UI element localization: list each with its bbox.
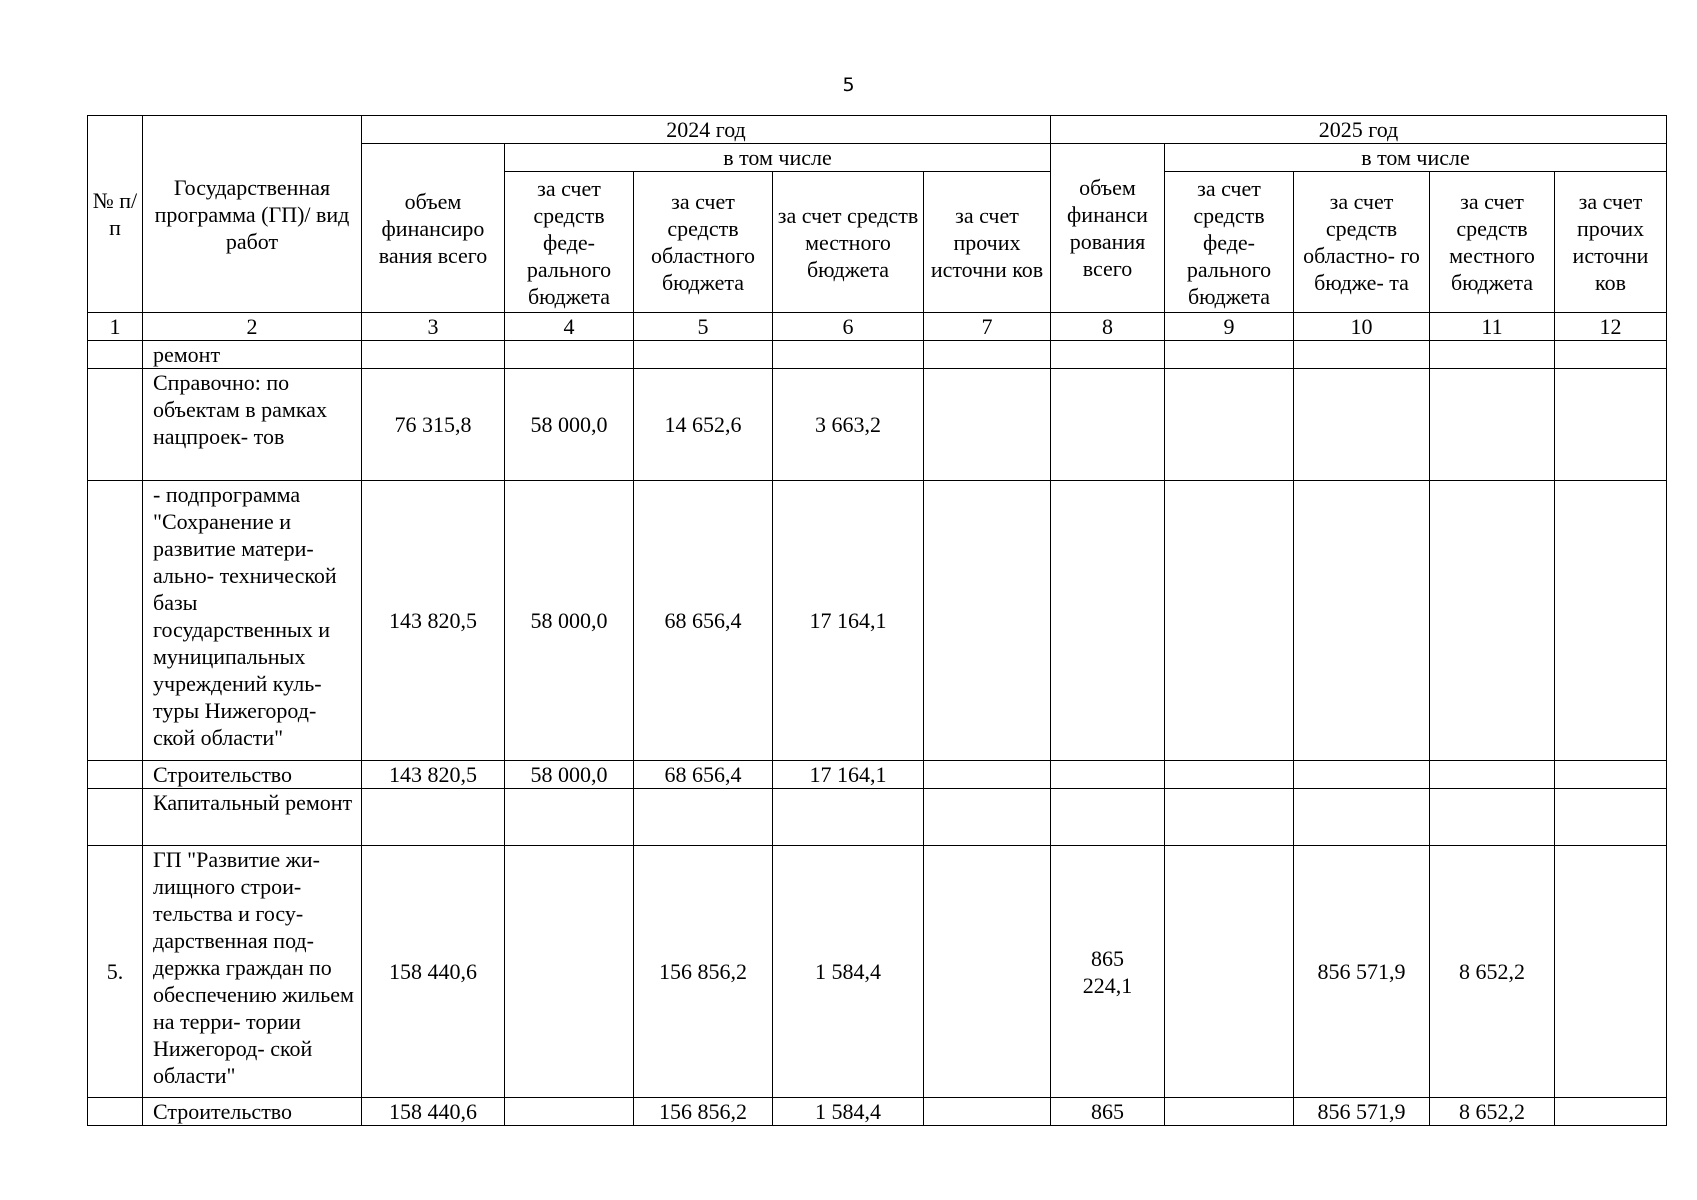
header-including-2025: в том числе <box>1165 144 1667 172</box>
page-number: 5 <box>842 74 855 96</box>
cell-federal-2025 <box>1165 481 1294 761</box>
cell-regional-2024: 68 656,4 <box>634 481 773 761</box>
header-federal-2024: за счет средств феде- рального бюджета <box>505 172 634 313</box>
header-federal-2025: за счет средств феде- рального бюджета <box>1165 172 1294 313</box>
row-no <box>88 761 143 789</box>
column-number: 1 <box>88 313 143 341</box>
cell-regional-2024: 14 652,6 <box>634 369 773 481</box>
header-local-2024: за счет средств местного бюджета <box>773 172 924 313</box>
cell-other-2025 <box>1555 846 1667 1098</box>
row-no <box>88 341 143 369</box>
cell-local-2025 <box>1430 789 1555 846</box>
cell-local-2024: 1 584,4 <box>773 846 924 1098</box>
cell-local-2025 <box>1430 341 1555 369</box>
cell-regional-2025 <box>1294 481 1430 761</box>
header-year-2024: 2024 год <box>362 116 1051 144</box>
cell-total-2024 <box>362 341 505 369</box>
row-name: ремонт <box>143 341 362 369</box>
header-regional-2025: за счет средств областно- го бюдже- та <box>1294 172 1430 313</box>
cell-other-2024 <box>924 1098 1051 1126</box>
table-row <box>88 369 1667 481</box>
row-name: Капитальный ремонт <box>143 789 362 846</box>
cell-federal-2024 <box>505 1098 634 1126</box>
cell-other-2025 <box>1555 369 1667 481</box>
cell-other-2024 <box>924 481 1051 761</box>
cell-federal-2024 <box>505 846 634 1098</box>
cell-other-2025 <box>1555 1098 1667 1126</box>
header-no: № п/п <box>88 116 143 313</box>
header-row-years <box>88 116 1667 144</box>
cell-regional-2024: 156 856,2 <box>634 1098 773 1126</box>
column-number: 3 <box>362 313 505 341</box>
cell-other-2025 <box>1555 481 1667 761</box>
row-name: ГП "Развитие жи- лищного строи- тельства и госу- дарственная под- держка граждан по обеспечению жильем на терри- тории Нижегород- ской области" <box>143 846 362 1098</box>
cell-other-2025 <box>1555 761 1667 789</box>
cell-total-2025 <box>1051 481 1165 761</box>
table-row <box>88 761 1667 789</box>
column-number: 4 <box>505 313 634 341</box>
table-row <box>88 789 1667 846</box>
table-row <box>88 846 1667 1098</box>
cell-regional-2024: 156 856,2 <box>634 846 773 1098</box>
column-number-row <box>88 313 1667 341</box>
cell-other-2024 <box>924 341 1051 369</box>
cell-local-2025 <box>1430 481 1555 761</box>
cell-total-2025 <box>1051 341 1165 369</box>
header-program: Государственная программа (ГП)/ вид работ <box>143 116 362 313</box>
cell-federal-2025 <box>1165 341 1294 369</box>
cell-federal-2025 <box>1165 1098 1294 1126</box>
cell-total-2025: 865 224,1 <box>1051 846 1165 1098</box>
header-local-2025: за счет средств местного бюджета <box>1430 172 1555 313</box>
row-name: Строительство <box>143 1098 362 1126</box>
table-row <box>88 341 1667 369</box>
cell-regional-2024 <box>634 789 773 846</box>
cell-local-2024: 17 164,1 <box>773 761 924 789</box>
column-number: 7 <box>924 313 1051 341</box>
cell-federal-2024 <box>505 789 634 846</box>
cell-local-2024: 3 663,2 <box>773 369 924 481</box>
cell-local-2024: 1 584,4 <box>773 1098 924 1126</box>
header-other-2024: за счет прочих источни ков <box>924 172 1051 313</box>
column-number: 11 <box>1430 313 1555 341</box>
cell-federal-2024: 58 000,0 <box>505 761 634 789</box>
column-number: 8 <box>1051 313 1165 341</box>
row-no <box>88 1098 143 1126</box>
cell-other-2025 <box>1555 341 1667 369</box>
cell-regional-2025 <box>1294 761 1430 789</box>
row-no <box>88 789 143 846</box>
row-name: Строительство <box>143 761 362 789</box>
cell-total-2024: 143 820,5 <box>362 481 505 761</box>
cell-total-2024: 76 315,8 <box>362 369 505 481</box>
cell-regional-2024: 68 656,4 <box>634 761 773 789</box>
cell-total-2024: 158 440,6 <box>362 846 505 1098</box>
cell-regional-2025 <box>1294 341 1430 369</box>
cell-regional-2025 <box>1294 369 1430 481</box>
cell-federal-2025 <box>1165 761 1294 789</box>
cell-total-2024: 158 440,6 <box>362 1098 505 1126</box>
cell-regional-2025: 856 571,9 <box>1294 846 1430 1098</box>
cell-total-2024: 143 820,5 <box>362 761 505 789</box>
cell-federal-2024: 58 000,0 <box>505 369 634 481</box>
cell-total-2025 <box>1051 761 1165 789</box>
cell-other-2024 <box>924 761 1051 789</box>
cell-local-2025: 8 652,2 <box>1430 846 1555 1098</box>
column-number: 10 <box>1294 313 1430 341</box>
cell-total-2025 <box>1051 789 1165 846</box>
row-no <box>88 369 143 481</box>
row-name: - подпрограмма "Сохранение и развитие матери- ально- технической базы государственных и муниципальных учреждений куль- туры Нижегород- ской области" <box>143 481 362 761</box>
cell-other-2024 <box>924 369 1051 481</box>
column-number: 6 <box>773 313 924 341</box>
cell-federal-2025 <box>1165 846 1294 1098</box>
cell-federal-2025 <box>1165 369 1294 481</box>
cell-regional-2024 <box>634 341 773 369</box>
header-total-2024: объем финансиро вания всего <box>362 144 505 313</box>
column-number: 2 <box>143 313 362 341</box>
cell-other-2024 <box>924 846 1051 1098</box>
row-no <box>88 481 143 761</box>
header-including-2024: в том числе <box>505 144 1051 172</box>
cell-total-2024 <box>362 789 505 846</box>
cell-total-2025 <box>1051 369 1165 481</box>
cell-local-2024 <box>773 789 924 846</box>
header-other-2025: за счет прочих источни ков <box>1555 172 1667 313</box>
cell-other-2024 <box>924 789 1051 846</box>
cell-total-2025: 865 <box>1051 1098 1165 1126</box>
cell-federal-2024: 58 000,0 <box>505 481 634 761</box>
cell-federal-2024 <box>505 341 634 369</box>
cell-local-2025: 8 652,2 <box>1430 1098 1555 1126</box>
column-number: 9 <box>1165 313 1294 341</box>
column-number: 5 <box>634 313 773 341</box>
header-year-2025: 2025 год <box>1051 116 1667 144</box>
row-name: Справочно: по объектам в рамках нацпроек- тов <box>143 369 362 481</box>
header-total-2025: объем финанси рования всего <box>1051 144 1165 313</box>
column-number: 12 <box>1555 313 1667 341</box>
cell-regional-2025 <box>1294 789 1430 846</box>
budget-table <box>87 115 1667 1126</box>
cell-local-2024: 17 164,1 <box>773 481 924 761</box>
cell-local-2024 <box>773 341 924 369</box>
cell-local-2025 <box>1430 369 1555 481</box>
header-regional-2024: за счет средств областного бюджета <box>634 172 773 313</box>
table-row <box>88 1098 1667 1126</box>
cell-federal-2025 <box>1165 789 1294 846</box>
table-row <box>88 481 1667 761</box>
row-no: 5. <box>88 846 143 1098</box>
cell-local-2025 <box>1430 761 1555 789</box>
cell-other-2025 <box>1555 789 1667 846</box>
cell-regional-2025: 856 571,9 <box>1294 1098 1430 1126</box>
